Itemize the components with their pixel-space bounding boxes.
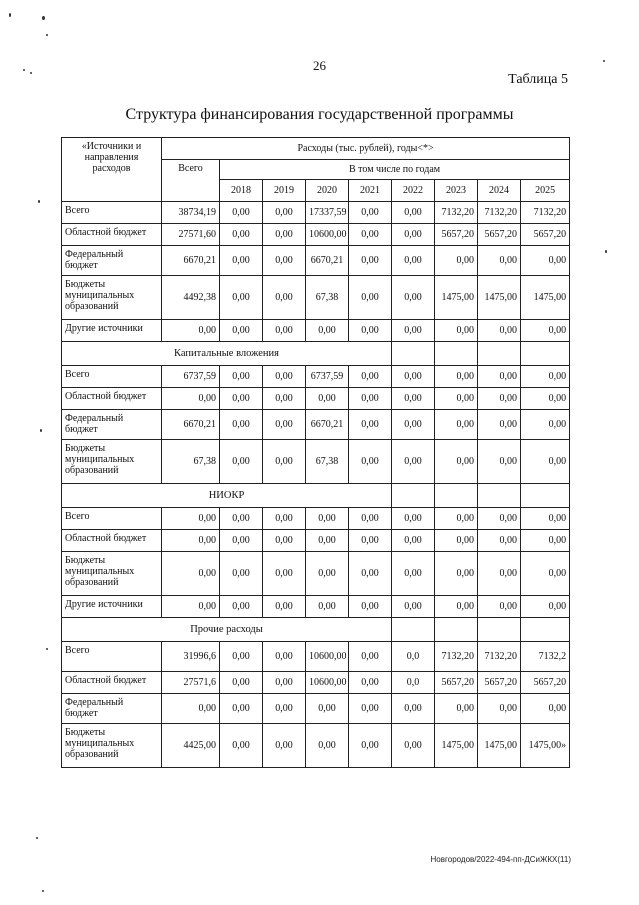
table-cell: 0,00 — [162, 552, 220, 596]
table-cell: 0,00 — [263, 596, 306, 618]
table-cell: 0,00 — [306, 724, 349, 768]
row-label: Федеральный бюджет — [62, 246, 162, 276]
table-cell: 0,00 — [349, 596, 392, 618]
table-cell: 0,00 — [478, 596, 521, 618]
table-cell: 0,00 — [220, 224, 263, 246]
document-title: Структура финансирования государственной программы — [125, 106, 514, 123]
table-cell: 5657,20 — [521, 224, 570, 246]
table-cell: 0,00 — [521, 508, 570, 530]
table-cell: 0,00 — [263, 642, 306, 672]
header-year: 2022 — [392, 180, 435, 202]
table-cell: 0,00 — [392, 724, 435, 768]
table-cell: 0,00 — [349, 246, 392, 276]
table-cell: 1475,00 — [521, 276, 570, 320]
scan-speck — [42, 16, 45, 20]
scan-speck — [9, 13, 11, 17]
table-cell: 0,00 — [263, 388, 306, 410]
table-cell: 0,0 — [392, 672, 435, 694]
table-cell: 0,00 — [349, 508, 392, 530]
table-cell: 0,00 — [349, 672, 392, 694]
table-cell: 31996,6 — [162, 642, 220, 672]
table-cell: 7132,20 — [435, 642, 478, 672]
table-cell: 7132,20 — [435, 202, 478, 224]
table-row — [62, 246, 570, 276]
row-label: Бюджеты муниципальных образований — [62, 440, 162, 484]
table-cell: 0,00 — [478, 320, 521, 342]
table-cell: 7132,20 — [478, 202, 521, 224]
table-cell: 1475,00 — [435, 724, 478, 768]
table-cell: 1475,00 — [478, 724, 521, 768]
footer-reference: Новгородов/2022-494-пп-ДСиЖКХ(11) — [430, 855, 571, 864]
table-cell: 0,00 — [220, 276, 263, 320]
table-cell: 7132,20 — [521, 202, 570, 224]
table-cell: 10600,00 — [306, 672, 349, 694]
table-cell: 0,00 — [306, 552, 349, 596]
table-cell: 0,00 — [349, 694, 392, 724]
table-cell: 0,00 — [392, 508, 435, 530]
table-cell: 0,00 — [263, 694, 306, 724]
table-cell: 6670,21 — [306, 410, 349, 440]
table-cell: 0,00 — [435, 410, 478, 440]
table-cell: 0,00 — [220, 672, 263, 694]
table-cell: 6670,21 — [162, 246, 220, 276]
table-cell: 0,00 — [392, 552, 435, 596]
header-total: Всего — [162, 160, 220, 202]
table-cell: 0,00 — [392, 276, 435, 320]
table-cell: 5657,20 — [478, 672, 521, 694]
table-cell: 0,00 — [478, 388, 521, 410]
table-cell: 0,00 — [435, 508, 478, 530]
table-cell: 0,00 — [349, 552, 392, 596]
empty-cell — [392, 618, 435, 642]
table-cell: 10600,00 — [306, 642, 349, 672]
empty-cell — [435, 484, 478, 508]
table-cell: 0,00 — [349, 440, 392, 484]
header-year: 2025 — [521, 180, 570, 202]
header-year: 2023 — [435, 180, 478, 202]
table-cell: 0,00 — [263, 202, 306, 224]
table-cell: 0,00 — [306, 388, 349, 410]
table-cell: 0,00 — [306, 530, 349, 552]
section-row — [62, 618, 570, 642]
table-cell: 0,00 — [263, 410, 306, 440]
empty-cell — [392, 484, 435, 508]
row-label: Федеральный бюджет — [62, 694, 162, 724]
scan-speck — [42, 890, 44, 892]
table-cell: 0,00 — [349, 320, 392, 342]
table-cell: 0,00 — [392, 694, 435, 724]
table-cell: 0,00 — [392, 366, 435, 388]
section-heading: Прочие расходы — [62, 618, 392, 642]
table-cell: 0,00 — [220, 440, 263, 484]
table-cell: 0,00 — [349, 202, 392, 224]
empty-cell — [392, 342, 435, 366]
table-cell: 0,00 — [392, 596, 435, 618]
row-label: Всего — [62, 202, 162, 224]
header-year: 2020 — [306, 180, 349, 202]
table-row — [62, 410, 570, 440]
table-cell: 0,00 — [220, 552, 263, 596]
table-cell: 1475,00» — [521, 724, 570, 768]
table-cell: 0,00 — [392, 320, 435, 342]
row-label: Областной бюджет — [62, 530, 162, 552]
table-cell: 0,00 — [263, 672, 306, 694]
table-cell: 0,00 — [521, 530, 570, 552]
table-cell: 0,00 — [306, 508, 349, 530]
row-label: Всего — [62, 366, 162, 388]
table-cell: 1475,00 — [435, 276, 478, 320]
table-label: Таблица 5 — [508, 72, 568, 87]
table-cell: 0,00 — [220, 642, 263, 672]
table-cell: 5657,20 — [478, 224, 521, 246]
table-cell: 0,00 — [349, 642, 392, 672]
table-cell: 0,00 — [263, 320, 306, 342]
empty-cell — [435, 618, 478, 642]
table-cell: 0,0 — [392, 642, 435, 672]
table-cell: 0,00 — [220, 596, 263, 618]
table-cell: 0,00 — [162, 508, 220, 530]
header-by-year: В том числе по годам — [220, 160, 570, 180]
row-label: Областной бюджет — [62, 224, 162, 246]
table-cell: 0,00 — [478, 694, 521, 724]
table-cell: 5657,20 — [435, 224, 478, 246]
table-cell: 0,00 — [521, 552, 570, 596]
table-row — [62, 530, 570, 552]
table-cell: 0,00 — [220, 724, 263, 768]
empty-cell — [478, 342, 521, 366]
table-cell: 1475,00 — [478, 276, 521, 320]
table-cell: 0,00 — [521, 596, 570, 618]
row-label: Другие источники — [62, 320, 162, 342]
row-label: Областной бюджет — [62, 672, 162, 694]
table-cell: 0,00 — [349, 224, 392, 246]
table-cell: 0,00 — [392, 388, 435, 410]
table-row — [62, 694, 570, 724]
header-year: 2024 — [478, 180, 521, 202]
table-cell: 0,00 — [220, 366, 263, 388]
page-number: 26 — [313, 58, 326, 73]
table-cell: 0,00 — [220, 246, 263, 276]
table-cell: 0,00 — [306, 320, 349, 342]
table-cell: 0,00 — [162, 530, 220, 552]
row-label: Другие источники — [62, 596, 162, 618]
table-cell: 0,00 — [263, 246, 306, 276]
table-cell: 0,00 — [392, 530, 435, 552]
row-label: Всего — [62, 508, 162, 530]
row-label: Областной бюджет — [62, 388, 162, 410]
table-cell: 0,00 — [162, 388, 220, 410]
empty-cell — [478, 618, 521, 642]
table-cell: 0,00 — [392, 410, 435, 440]
table-cell: 0,00 — [435, 246, 478, 276]
table-cell: 0,00 — [220, 530, 263, 552]
table-cell: 0,00 — [478, 366, 521, 388]
table-cell: 0,00 — [349, 724, 392, 768]
table-cell: 0,00 — [435, 320, 478, 342]
row-label: Всего — [62, 642, 162, 672]
empty-cell — [521, 484, 570, 508]
table-cell: 0,00 — [478, 410, 521, 440]
scan-speck — [23, 69, 25, 71]
row-label: Федеральный бюджет — [62, 410, 162, 440]
financing-table — [61, 137, 570, 768]
table-cell: 0,00 — [435, 694, 478, 724]
table-cell: 0,00 — [220, 320, 263, 342]
table-cell: 0,00 — [435, 366, 478, 388]
table-cell: 0,00 — [349, 410, 392, 440]
table-cell: 0,00 — [162, 596, 220, 618]
scan-speck — [46, 34, 48, 36]
table-row — [62, 642, 570, 672]
section-row — [62, 342, 570, 366]
table-cell: 0,00 — [478, 440, 521, 484]
table-cell: 7132,2 — [521, 642, 570, 672]
table-cell: 0,00 — [435, 440, 478, 484]
table-cell: 0,00 — [306, 694, 349, 724]
table-cell: 5657,20 — [435, 672, 478, 694]
table-cell: 4425,00 — [162, 724, 220, 768]
table-cell: 0,00 — [306, 596, 349, 618]
scan-speck — [30, 72, 32, 74]
table-cell: 6670,21 — [306, 246, 349, 276]
table-cell: 4492,38 — [162, 276, 220, 320]
table-row — [62, 440, 570, 484]
empty-cell — [435, 342, 478, 366]
scan-speck — [40, 429, 42, 432]
table-cell: 6737,59 — [306, 366, 349, 388]
table-row — [62, 552, 570, 596]
table-row — [62, 320, 570, 342]
scan-speck — [46, 648, 48, 650]
table-cell: 0,00 — [521, 246, 570, 276]
table-cell: 10600,00 — [306, 224, 349, 246]
table-cell: 67,38 — [306, 440, 349, 484]
table-cell: 0,00 — [263, 508, 306, 530]
table-cell: 0,00 — [349, 388, 392, 410]
table-cell: 67,38 — [162, 440, 220, 484]
scan-speck — [605, 250, 607, 253]
table-row — [62, 366, 570, 388]
table-cell: 0,00 — [263, 530, 306, 552]
table-cell: 0,00 — [435, 388, 478, 410]
row-label: Бюджеты муниципальных образований — [62, 276, 162, 320]
section-heading: НИОКР — [62, 484, 392, 508]
table-row — [62, 672, 570, 694]
header-expenses: Расходы (тыс. рублей), годы<*> — [162, 138, 570, 160]
table-cell: 7132,20 — [478, 642, 521, 672]
table-cell: 0,00 — [263, 224, 306, 246]
row-label: Бюджеты муниципальных образований — [62, 552, 162, 596]
table-cell: 0,00 — [220, 388, 263, 410]
table-row — [62, 724, 570, 768]
table-cell: 0,00 — [162, 320, 220, 342]
header-source-column: «Источники и направления расходов — [62, 138, 162, 202]
header-year: 2021 — [349, 180, 392, 202]
table-row — [62, 596, 570, 618]
table-cell: 0,00 — [220, 202, 263, 224]
table-cell: 0,00 — [521, 440, 570, 484]
table-cell: 0,00 — [435, 596, 478, 618]
table-cell: 6670,21 — [162, 410, 220, 440]
table-row — [62, 508, 570, 530]
table-cell: 0,00 — [521, 694, 570, 724]
table-cell: 0,00 — [392, 202, 435, 224]
table-cell: 27571,60 — [162, 224, 220, 246]
section-row — [62, 484, 570, 508]
header-year: 2018 — [220, 180, 263, 202]
table-cell: 0,00 — [392, 246, 435, 276]
table-cell: 0,00 — [521, 410, 570, 440]
table-cell: 0,00 — [220, 410, 263, 440]
table-cell: 0,00 — [263, 276, 306, 320]
table-cell: 0,00 — [478, 530, 521, 552]
table-cell: 0,00 — [435, 530, 478, 552]
table-cell: 0,00 — [263, 552, 306, 596]
row-label: Бюджеты муниципальных образований — [62, 724, 162, 768]
table-cell: 0,00 — [349, 530, 392, 552]
table-cell: 0,00 — [263, 724, 306, 768]
empty-cell — [521, 342, 570, 366]
table-cell: 38734,19 — [162, 202, 220, 224]
table-cell: 0,00 — [478, 552, 521, 596]
table-cell: 5657,20 — [521, 672, 570, 694]
table-cell: 0,00 — [392, 224, 435, 246]
table-cell: 0,00 — [220, 508, 263, 530]
scan-speck — [36, 837, 38, 839]
table-cell: 67,38 — [306, 276, 349, 320]
table-cell: 0,00 — [435, 552, 478, 596]
table-cell: 0,00 — [478, 246, 521, 276]
table-cell: 0,00 — [521, 388, 570, 410]
table-cell: 0,00 — [521, 320, 570, 342]
table-row — [62, 388, 570, 410]
table-row — [62, 224, 570, 246]
table-cell: 0,00 — [521, 366, 570, 388]
scan-speck — [38, 200, 40, 203]
scan-speck — [603, 60, 605, 62]
table-cell: 0,00 — [263, 440, 306, 484]
table-cell: 6737,59 — [162, 366, 220, 388]
table-cell: 17337,59 — [306, 202, 349, 224]
table-cell: 0,00 — [349, 276, 392, 320]
empty-cell — [478, 484, 521, 508]
table-cell: 0,00 — [392, 440, 435, 484]
section-heading: Капитальные вложения — [62, 342, 392, 366]
empty-cell — [521, 618, 570, 642]
table-row — [62, 276, 570, 320]
table-cell: 27571,6 — [162, 672, 220, 694]
header-year: 2019 — [263, 180, 306, 202]
table-cell: 0,00 — [478, 508, 521, 530]
table-cell: 0,00 — [220, 694, 263, 724]
table-cell: 0,00 — [162, 694, 220, 724]
table-cell: 0,00 — [263, 366, 306, 388]
table-cell: 0,00 — [349, 366, 392, 388]
table-row — [62, 202, 570, 224]
